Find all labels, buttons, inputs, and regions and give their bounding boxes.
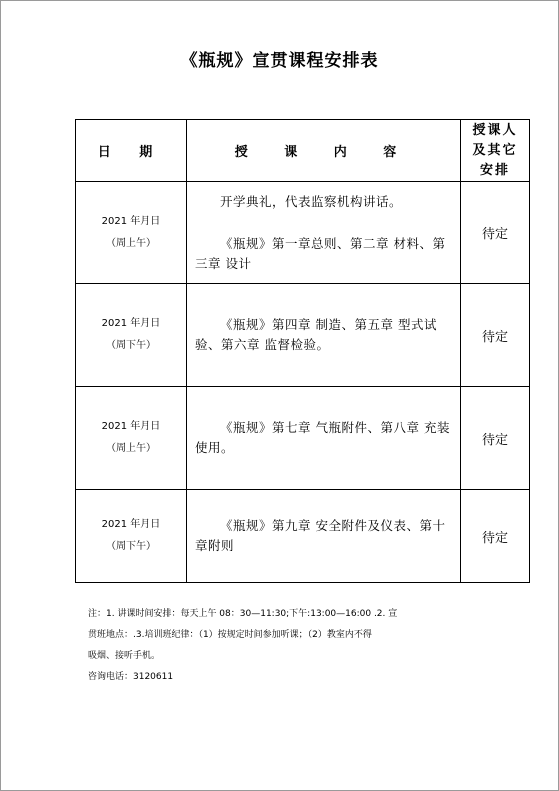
header-lecturer-line1: 授课人	[472, 122, 518, 138]
session-date	[76, 387, 187, 490]
session-status: 待定	[461, 182, 530, 284]
header-lecturer-line3: 安排	[479, 162, 510, 178]
header-content: 授 课 内 容	[187, 120, 461, 182]
date-text: 2021 年月日	[101, 318, 161, 329]
session-status: 待定	[461, 284, 530, 387]
notes	[88, 604, 468, 688]
session-date	[76, 182, 187, 284]
period-text: （周上午）	[106, 443, 156, 454]
table-row	[76, 284, 530, 387]
table-row	[76, 387, 530, 490]
table-row	[76, 490, 530, 583]
date-text: 2021 年月日	[101, 215, 161, 227]
period-text: （周上午）	[106, 237, 156, 249]
header-lecturer-line2: 及其它	[472, 142, 518, 158]
period-text: （周下午）	[106, 340, 156, 351]
session-date	[76, 284, 187, 387]
opening-text: 开学典礼，代表监察机构讲话。	[220, 193, 403, 209]
content-text: 《瓶规》第四章 制造、第五章 型式试验、第六章 监督检验。	[195, 317, 437, 352]
header-date: 日 期	[76, 120, 187, 182]
table-row	[76, 182, 530, 284]
session-date	[76, 490, 187, 583]
content-text: 《瓶规》第九章 安全附件及仪表、第十章附则	[195, 518, 446, 553]
session-status: 待定	[461, 387, 530, 490]
notes-line: 注：1. 讲课时间安排：每天上午 08：30—11:30;下午:13:00—16:00 .2. 宣	[88, 609, 398, 619]
content-text: 《瓶规》第七章 气瓶附件、第八章 充装使用。	[195, 420, 450, 455]
session-content	[187, 387, 461, 490]
period-text: （周下午）	[106, 541, 156, 552]
session-status: 待定	[461, 490, 530, 583]
date-text: 2021 年月日	[101, 421, 161, 432]
notes-line: 贯班地点：.3.培训班纪律：（1）按规定时间参加听课；（2）教室内不得	[88, 630, 372, 640]
header-lecturer	[461, 120, 530, 182]
table-header-row	[76, 120, 530, 182]
contact-phone: 咨询电话：3120611	[88, 672, 174, 682]
schedule-table	[75, 119, 530, 583]
content-text: 《瓶规》第一章总则、第二章 材料、第三章 设计	[195, 235, 446, 271]
notes-line: 吸烟、接听手机。	[88, 651, 161, 661]
page-title: 《瓶规》宣贯课程安排表	[180, 51, 379, 71]
session-content	[187, 182, 461, 284]
session-content	[187, 284, 461, 387]
session-content	[187, 490, 461, 583]
date-text: 2021 年月日	[101, 519, 161, 530]
